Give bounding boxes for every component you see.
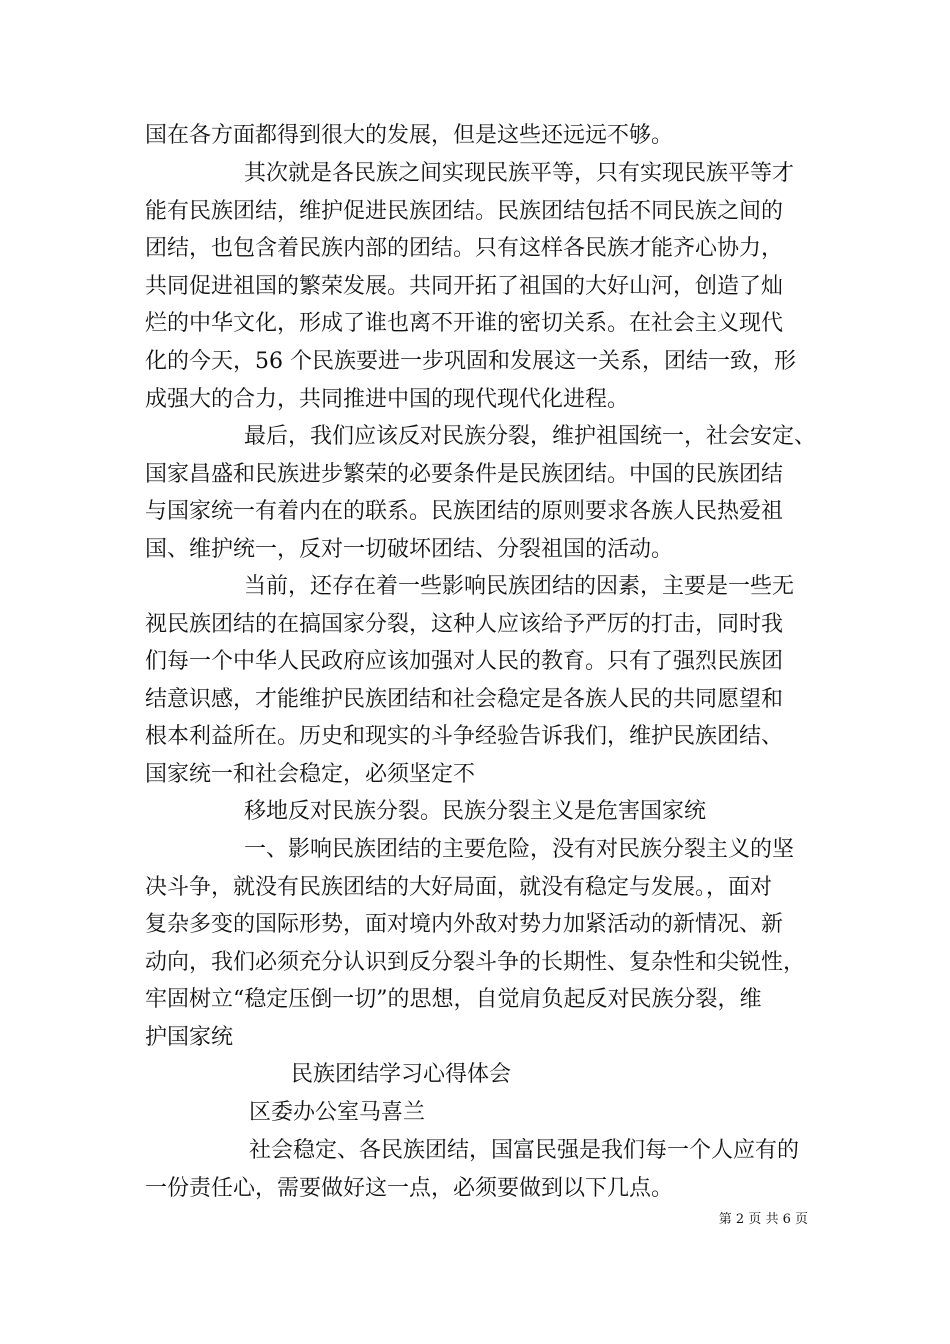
text-line: 能有民族团结，维护促进民族团结。民族团结包括不同民族之间的 bbox=[145, 198, 784, 224]
text-line: 成强大的合力，共同推进中国的现代现代化进程。 bbox=[145, 386, 630, 412]
paragraph-4 bbox=[145, 568, 815, 794]
text-line: 当前，还存在着一些影响民族团结的因素，主要是一些无 bbox=[244, 574, 795, 599]
paragraph-1 bbox=[145, 117, 815, 155]
text-line: 复杂多变的国际形势，面对境内外敌对势力加紧活动的新情况、新 bbox=[145, 912, 784, 938]
text-line: 决斗争，就没有民族团结的大好局面，就没有稳定与发展。，面对 bbox=[145, 874, 773, 900]
text-line: 动向，我们必须充分认识到反分裂斗争的长期性、复杂性和尖锐性， bbox=[145, 949, 806, 975]
text-line: 根本利益所在。历史和现实的斗争经验告诉我们，维护民族团结、 bbox=[145, 724, 784, 750]
text-line: 护国家统 bbox=[145, 1024, 234, 1050]
text-line: 移地反对民族分裂。民族分裂主义是危害国家统 bbox=[244, 799, 707, 824]
page-number-footer: 第 2 页 共 6 页 bbox=[718, 1212, 808, 1227]
text-line: 牢固树立“稳定压倒一切”的思想，自觉肩负起反对民族分裂，维 bbox=[145, 987, 762, 1013]
text-line: 烂的中华文化，形成了谁也离不开谁的密切关系。在社会主义现代 bbox=[145, 311, 784, 337]
text-line: 们每一个中华人民政府应该加强对人民的教育。只有了强烈民族团 bbox=[145, 649, 784, 675]
paragraph-2 bbox=[145, 155, 815, 418]
section-title bbox=[145, 1056, 815, 1094]
paragraph-6 bbox=[145, 831, 815, 1057]
paragraph-3 bbox=[145, 418, 815, 568]
text-line: 一份责任心，需要做好这一点，必须要做到以下几点。 bbox=[145, 1175, 674, 1201]
section-title-text: 民族团结学习心得体会 bbox=[291, 1062, 512, 1087]
text-line: 结意识感，才能维护民族团结和社会稳定是各族人民的共同愿望和 bbox=[145, 686, 784, 712]
text-line: 国家统一和社会稳定，必须坚定不 bbox=[145, 761, 476, 787]
text-line: 视民族团结的在搞国家分裂，这种人应该给予严厉的打击，同时我 bbox=[145, 611, 784, 637]
paragraph-5 bbox=[145, 793, 815, 831]
author-text: 区委办公室马喜兰 bbox=[249, 1100, 426, 1125]
text-line: 共同促进祖国的繁荣发展。共同开拓了祖国的大好山河，创造了灿 bbox=[145, 273, 784, 299]
text-line: 化的今天，56 个民族要进一步巩固和发展这一关系，团结一致，形 bbox=[145, 348, 796, 374]
text-line: 团结，也包含着民族内部的团结。只有这样各民族才能齐心协力， bbox=[145, 236, 784, 262]
paragraph-9 bbox=[145, 1132, 815, 1207]
text-line: 国家昌盛和民族进步繁荣的必要条件是民族团结。中国的民族团结 bbox=[145, 461, 784, 487]
text-line: 国在各方面都得到很大的发展，但是这些还远远不够。 bbox=[145, 123, 674, 148]
text-line: 一、影响民族团结的主要危险，没有对民族分裂主义的坚 bbox=[244, 837, 795, 862]
author-line bbox=[145, 1094, 815, 1132]
text-line: 社会稳定、各民族团结，国富民强是我们每一个人应有的 bbox=[249, 1138, 800, 1163]
text-line: 最后，我们应该反对民族分裂，维护祖国统一，社会安定、 bbox=[244, 424, 817, 449]
text-line: 与国家统一有着内在的联系。民族团结的原则要求各族人民热爱祖 bbox=[145, 499, 784, 525]
text-line: 其次就是各民族之间实现民族平等，只有实现民族平等才 bbox=[244, 161, 795, 186]
text-line: 国、维护统一，反对一切破坏团结、分裂祖国的活动。 bbox=[145, 536, 674, 562]
